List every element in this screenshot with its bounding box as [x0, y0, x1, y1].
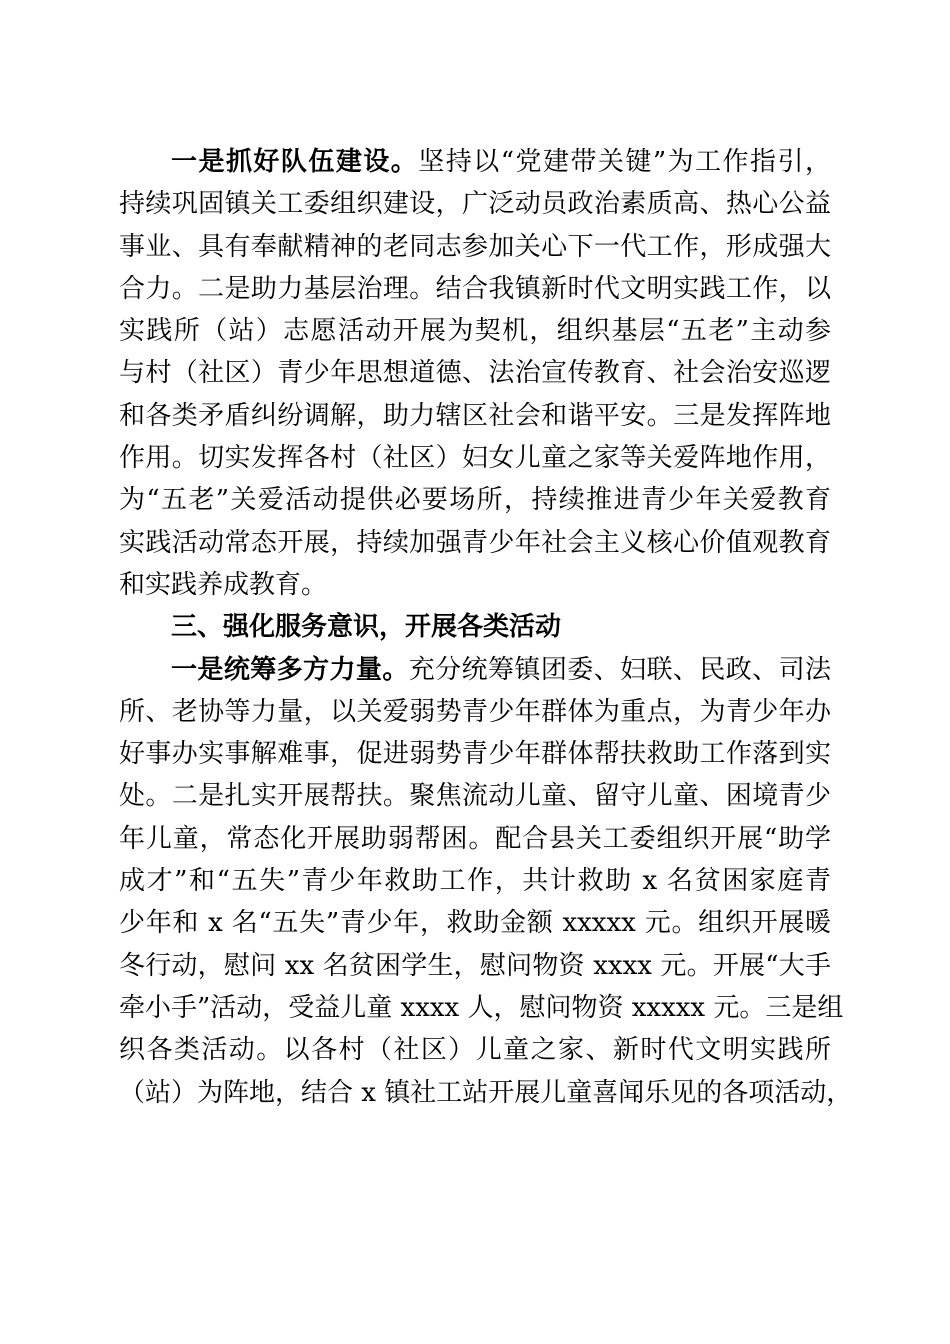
line-text: 冬行动，慰问 xx 名贫困学生，慰问物资 xxxx 元。开展“大手	[119, 950, 831, 981]
text-line	[119, 733, 831, 775]
text-line	[119, 183, 831, 225]
line-text: 实践活动常态开展，持续加强青少年社会主义核心价值观教育	[119, 527, 831, 558]
text-line	[119, 1029, 831, 1071]
line-text: 所、老协等力量，以关爱弱势青少年群体为重点，为青少年办	[119, 696, 831, 727]
line-text: 合力。二是助力基层治理。结合我镇新时代文明实践工作，以	[119, 273, 831, 304]
line-text: 事业、具有奉献精神的老同志参加关心下一代工作，形成强大	[119, 231, 831, 262]
text-line	[119, 226, 831, 268]
text-line	[119, 649, 831, 691]
text-line	[119, 860, 831, 902]
paragraph-lead: 三、强化服务意识，开展各类活动	[171, 612, 562, 643]
text-line	[119, 310, 831, 352]
line-text: 牵小手”活动，受益儿童 xxxx 人，慰问物资 xxxxx 元。三是组	[119, 992, 844, 1023]
line-text: 织各类活动。以各村（社区）儿童之家、新时代文明实践所	[119, 1035, 831, 1066]
text-line	[119, 352, 831, 394]
line-text: 为“五老”关爱活动提供必要场所，持续推进青少年关爱教育	[119, 485, 831, 516]
text-line	[119, 945, 831, 987]
line-text: 实践所（站）志愿活动开展为契机，组织基层“五老”主动参	[119, 316, 831, 347]
text-line	[119, 818, 831, 860]
paragraph-lead: 一是统筹多方力量。	[171, 654, 409, 685]
line-text: 持续巩固镇关工委组织建设，广泛动员政治素质高、热心公益	[119, 189, 831, 220]
text-line	[119, 987, 844, 1029]
text-line	[119, 691, 831, 733]
section-heading	[119, 606, 831, 648]
text-line	[119, 522, 831, 564]
line-text: 和实践养成教育。	[119, 569, 328, 600]
line-text: 成才”和“五失”青少年救助工作，共计救助 x 名贫困家庭青	[119, 866, 831, 897]
text-line	[119, 141, 831, 183]
line-text: 少年和 x 名“五失”青少年，救助金额 xxxxx 元。组织开展暖	[119, 908, 831, 939]
paragraph-lead: 一是抓好队伍建设。	[171, 147, 419, 177]
line-text: 作用。切实发挥各村（社区）妇女儿童之家等关爱阵地作用，	[119, 443, 831, 474]
text-line	[119, 775, 831, 817]
text-line	[119, 437, 831, 479]
line-text: 坚持以“党建带关键”为工作指引，	[418, 147, 831, 177]
line-text: 和各类矛盾纠纷调解，助力辖区社会和谐平安。三是发挥阵地	[119, 400, 831, 431]
line-text: 处。二是扎实开展帮扶。聚焦流动儿童、留守儿童、困境青少	[119, 781, 831, 812]
text-line	[119, 395, 831, 437]
line-text: 年儿童，常态化开展助弱帮困。配合县关工委组织开展“助学	[119, 823, 831, 854]
line-text: （站）为阵地，结合 x 镇社工站开展儿童喜闻乐见的各项活动，	[119, 1077, 853, 1108]
line-text: 充分统筹镇团委、妇联、民政、司法	[408, 654, 831, 685]
text-line	[119, 902, 831, 944]
document-body	[119, 141, 853, 1114]
text-line	[119, 479, 831, 521]
text-line	[119, 1072, 853, 1114]
line-text: 与村（社区）青少年思想道德、法治宣传教育、社会治安巡逻	[119, 358, 831, 389]
line-text: 好事办实事解难事，促进弱势青少年群体帮扶救助工作落到实	[119, 739, 831, 770]
text-line	[119, 564, 831, 606]
text-line	[119, 268, 831, 310]
